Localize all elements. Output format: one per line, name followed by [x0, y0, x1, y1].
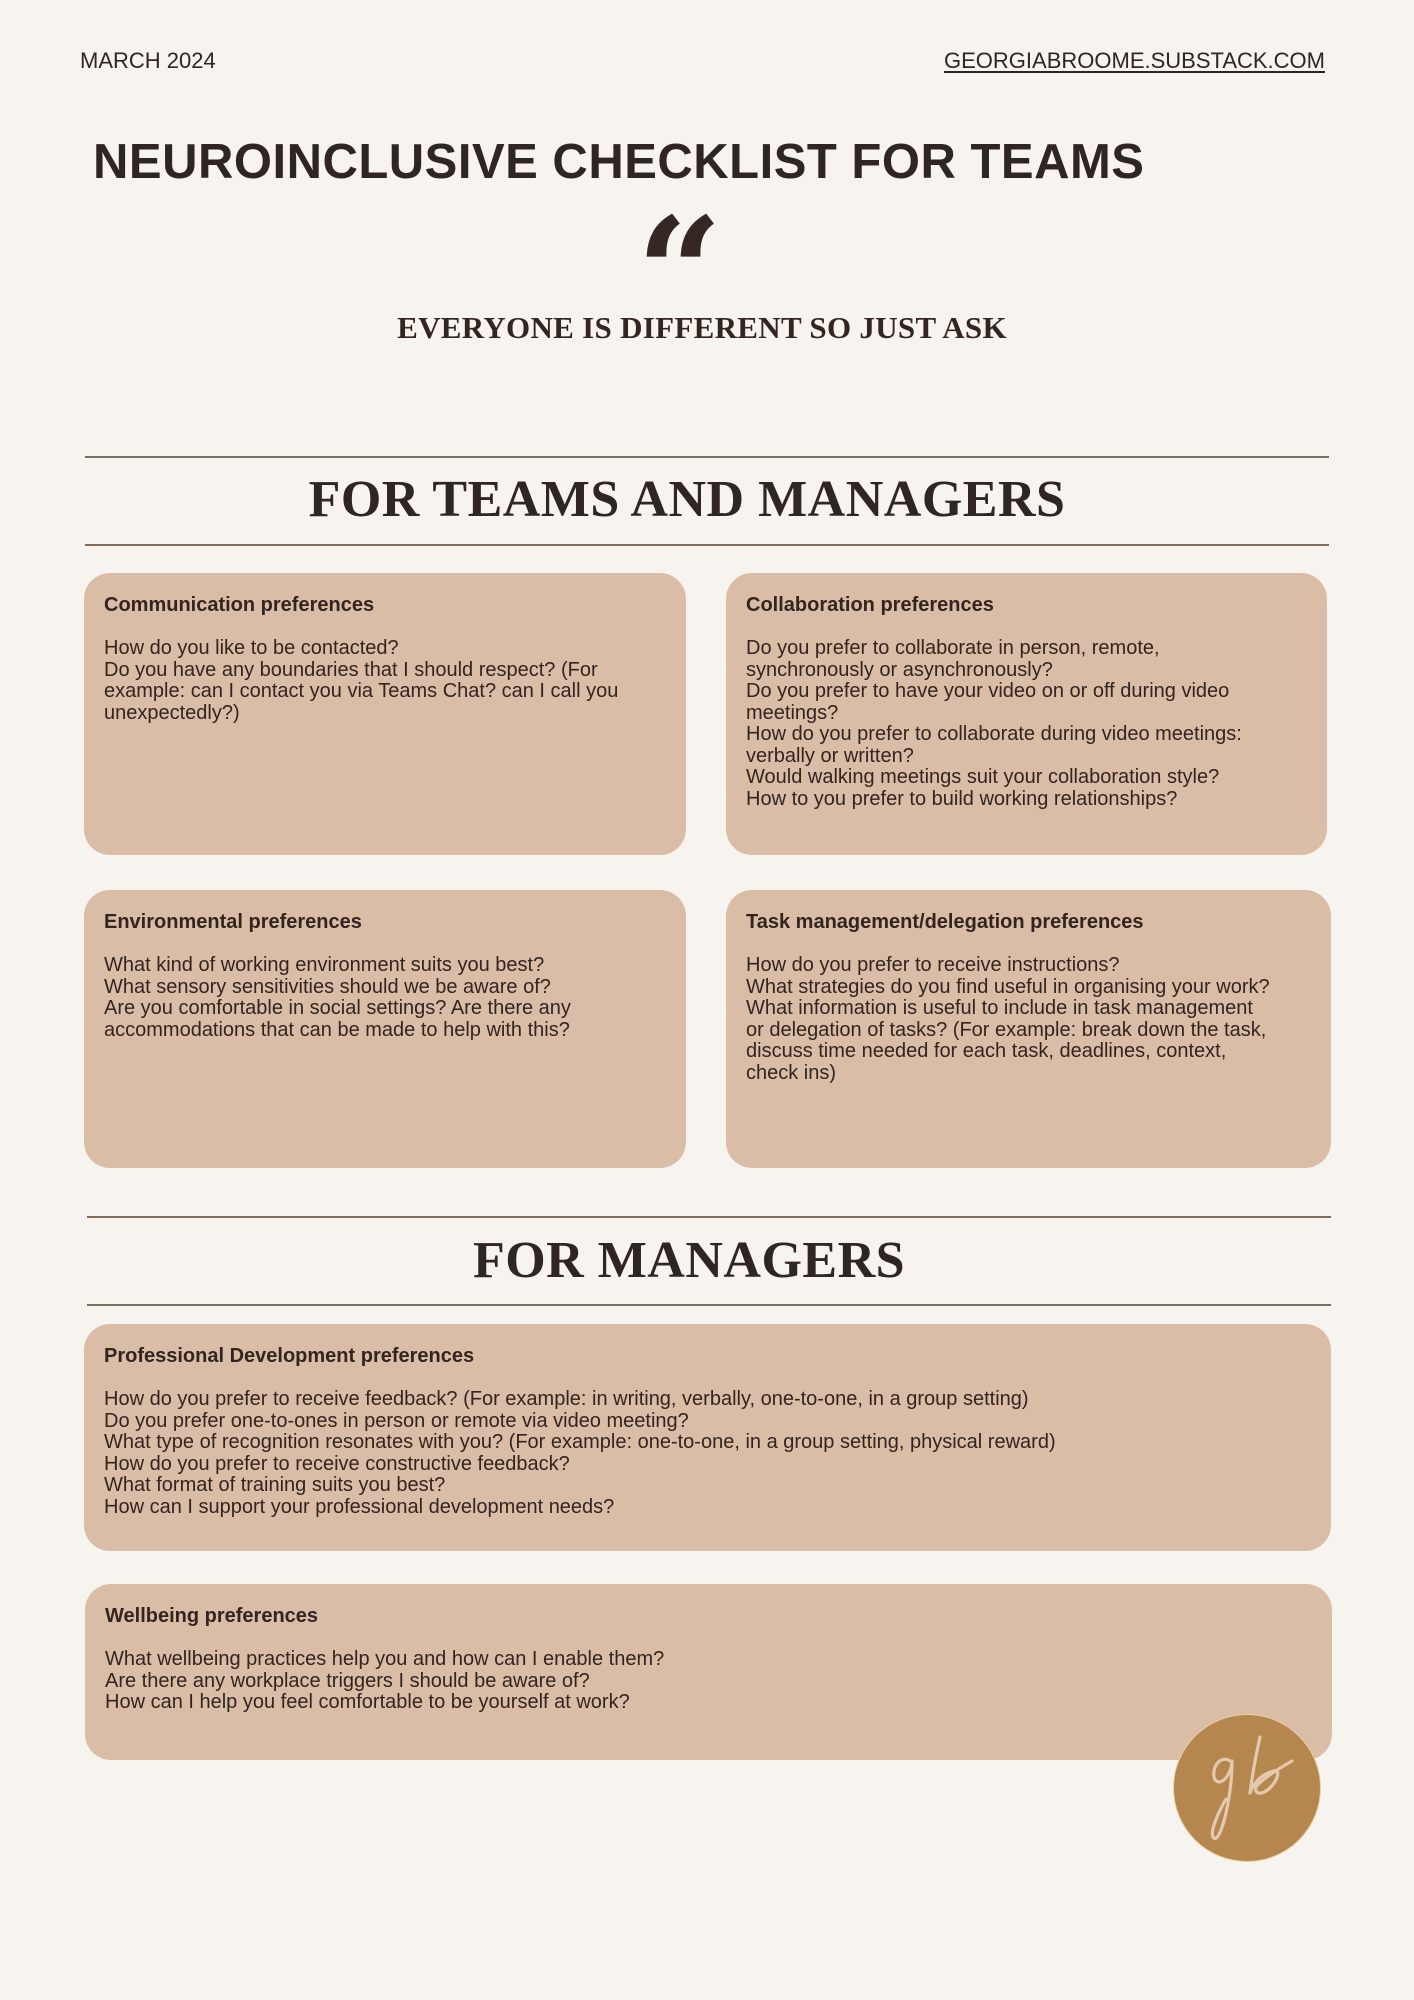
- card-question: example: can I contact you via Teams Chat? can I call you: [104, 680, 619, 702]
- card-title: Environmental preferences: [104, 911, 362, 933]
- card-question: Do you prefer to have your video on or off during video: [746, 680, 1230, 702]
- card-title: Wellbeing preferences: [105, 1605, 319, 1627]
- page-title: NEUROINCLUSIVE CHECKLIST FOR TEAMS: [93, 135, 1145, 189]
- gb-monogram-logo: [1173, 1714, 1321, 1862]
- card-question: What information is useful to include in task management: [746, 997, 1253, 1019]
- card-question: accommodations that can be made to help with this?: [104, 1018, 570, 1041]
- card-question: How can I support your professional development needs?: [104, 1495, 615, 1518]
- card-question: Do you have any boundaries that I should respect? (For: [104, 658, 598, 681]
- gb-script-icon: [1174, 1715, 1322, 1863]
- divider-top-teams: [85, 456, 1329, 458]
- card-question: What format of training suits you best?: [104, 1474, 446, 1496]
- card-professional-development: [84, 1324, 1331, 1551]
- card-question: or delegation of tasks? (For example: break down the task,: [746, 1018, 1267, 1041]
- card-question: How do you prefer to receive instructions?: [746, 954, 1120, 976]
- card-question: What kind of working environment suits you best?: [104, 954, 545, 976]
- card-communication: [84, 573, 686, 855]
- card-question: What wellbeing practices help you and how can I enable them?: [105, 1648, 665, 1670]
- divider-top-managers: [87, 1216, 1331, 1218]
- card-title: Professional Development preferences: [104, 1345, 475, 1367]
- date-label: MARCH 2024: [80, 48, 216, 73]
- card-title: Collaboration preferences: [746, 594, 994, 616]
- card-collaboration: [726, 573, 1327, 855]
- card-question: Would walking meetings suit your collaboration style?: [746, 766, 1220, 788]
- card-question: synchronously or asynchronously?: [746, 658, 1053, 681]
- card-question: How do you prefer to collaborate during video meetings:: [746, 723, 1242, 745]
- card-question: How do you prefer to receive feedback? (For example: in writing, verbally, one-to-one, in a group setting): [104, 1388, 1029, 1410]
- card-question: How do you prefer to receive constructive feedback?: [104, 1452, 570, 1475]
- website-link[interactable]: GEORGIABROOME.SUBSTACK.COM: [944, 48, 1325, 73]
- section-title-managers: FOR MANAGERS: [472, 1232, 906, 1289]
- card-question: Are you comfortable in social settings? Are there any: [104, 997, 571, 1019]
- card-title: Task management/delegation preferences: [746, 911, 1144, 933]
- divider-bottom-managers: [87, 1304, 1331, 1306]
- tagline: EVERYONE IS DIFFERENT SO JUST ASK: [397, 310, 1007, 345]
- card-question: check ins): [746, 1061, 837, 1084]
- card-question: How to you prefer to build working relationships?: [746, 787, 1178, 810]
- card-title: Communication preferences: [104, 594, 375, 616]
- card-question: meetings?: [746, 701, 839, 724]
- card-question: What sensory sensitivities should we be aware of?: [104, 975, 551, 998]
- card-question: How can I help you feel comfortable to be yourself at work?: [105, 1691, 630, 1713]
- divider-bottom-teams: [85, 544, 1329, 546]
- section-title-teams-managers: FOR TEAMS AND MANAGERS: [308, 471, 1066, 528]
- card-wellbeing: [85, 1584, 1332, 1760]
- card-question: verbally or written?: [746, 744, 914, 767]
- card-question: What type of recognition resonates with you? (For example: one-to-one, in a group setting, physical reward): [104, 1431, 1056, 1453]
- card-question: Are there any workplace triggers I should be aware of?: [105, 1669, 590, 1692]
- card-question: Do you prefer to collaborate in person, remote,: [746, 637, 1160, 659]
- card-question: How do you like to be contacted?: [104, 637, 399, 659]
- card-question: What strategies do you find useful in organising your work?: [746, 975, 1270, 998]
- card-question: discuss time needed for each task, deadlines, context,: [746, 1040, 1227, 1062]
- card-question: Do you prefer one-to-ones in person or remote via video meeting?: [104, 1409, 689, 1432]
- card-environmental: [84, 890, 686, 1168]
- card-task-management: [726, 890, 1331, 1168]
- quote-open-icon: “: [636, 198, 723, 308]
- card-question: unexpectedly?): [104, 701, 240, 724]
